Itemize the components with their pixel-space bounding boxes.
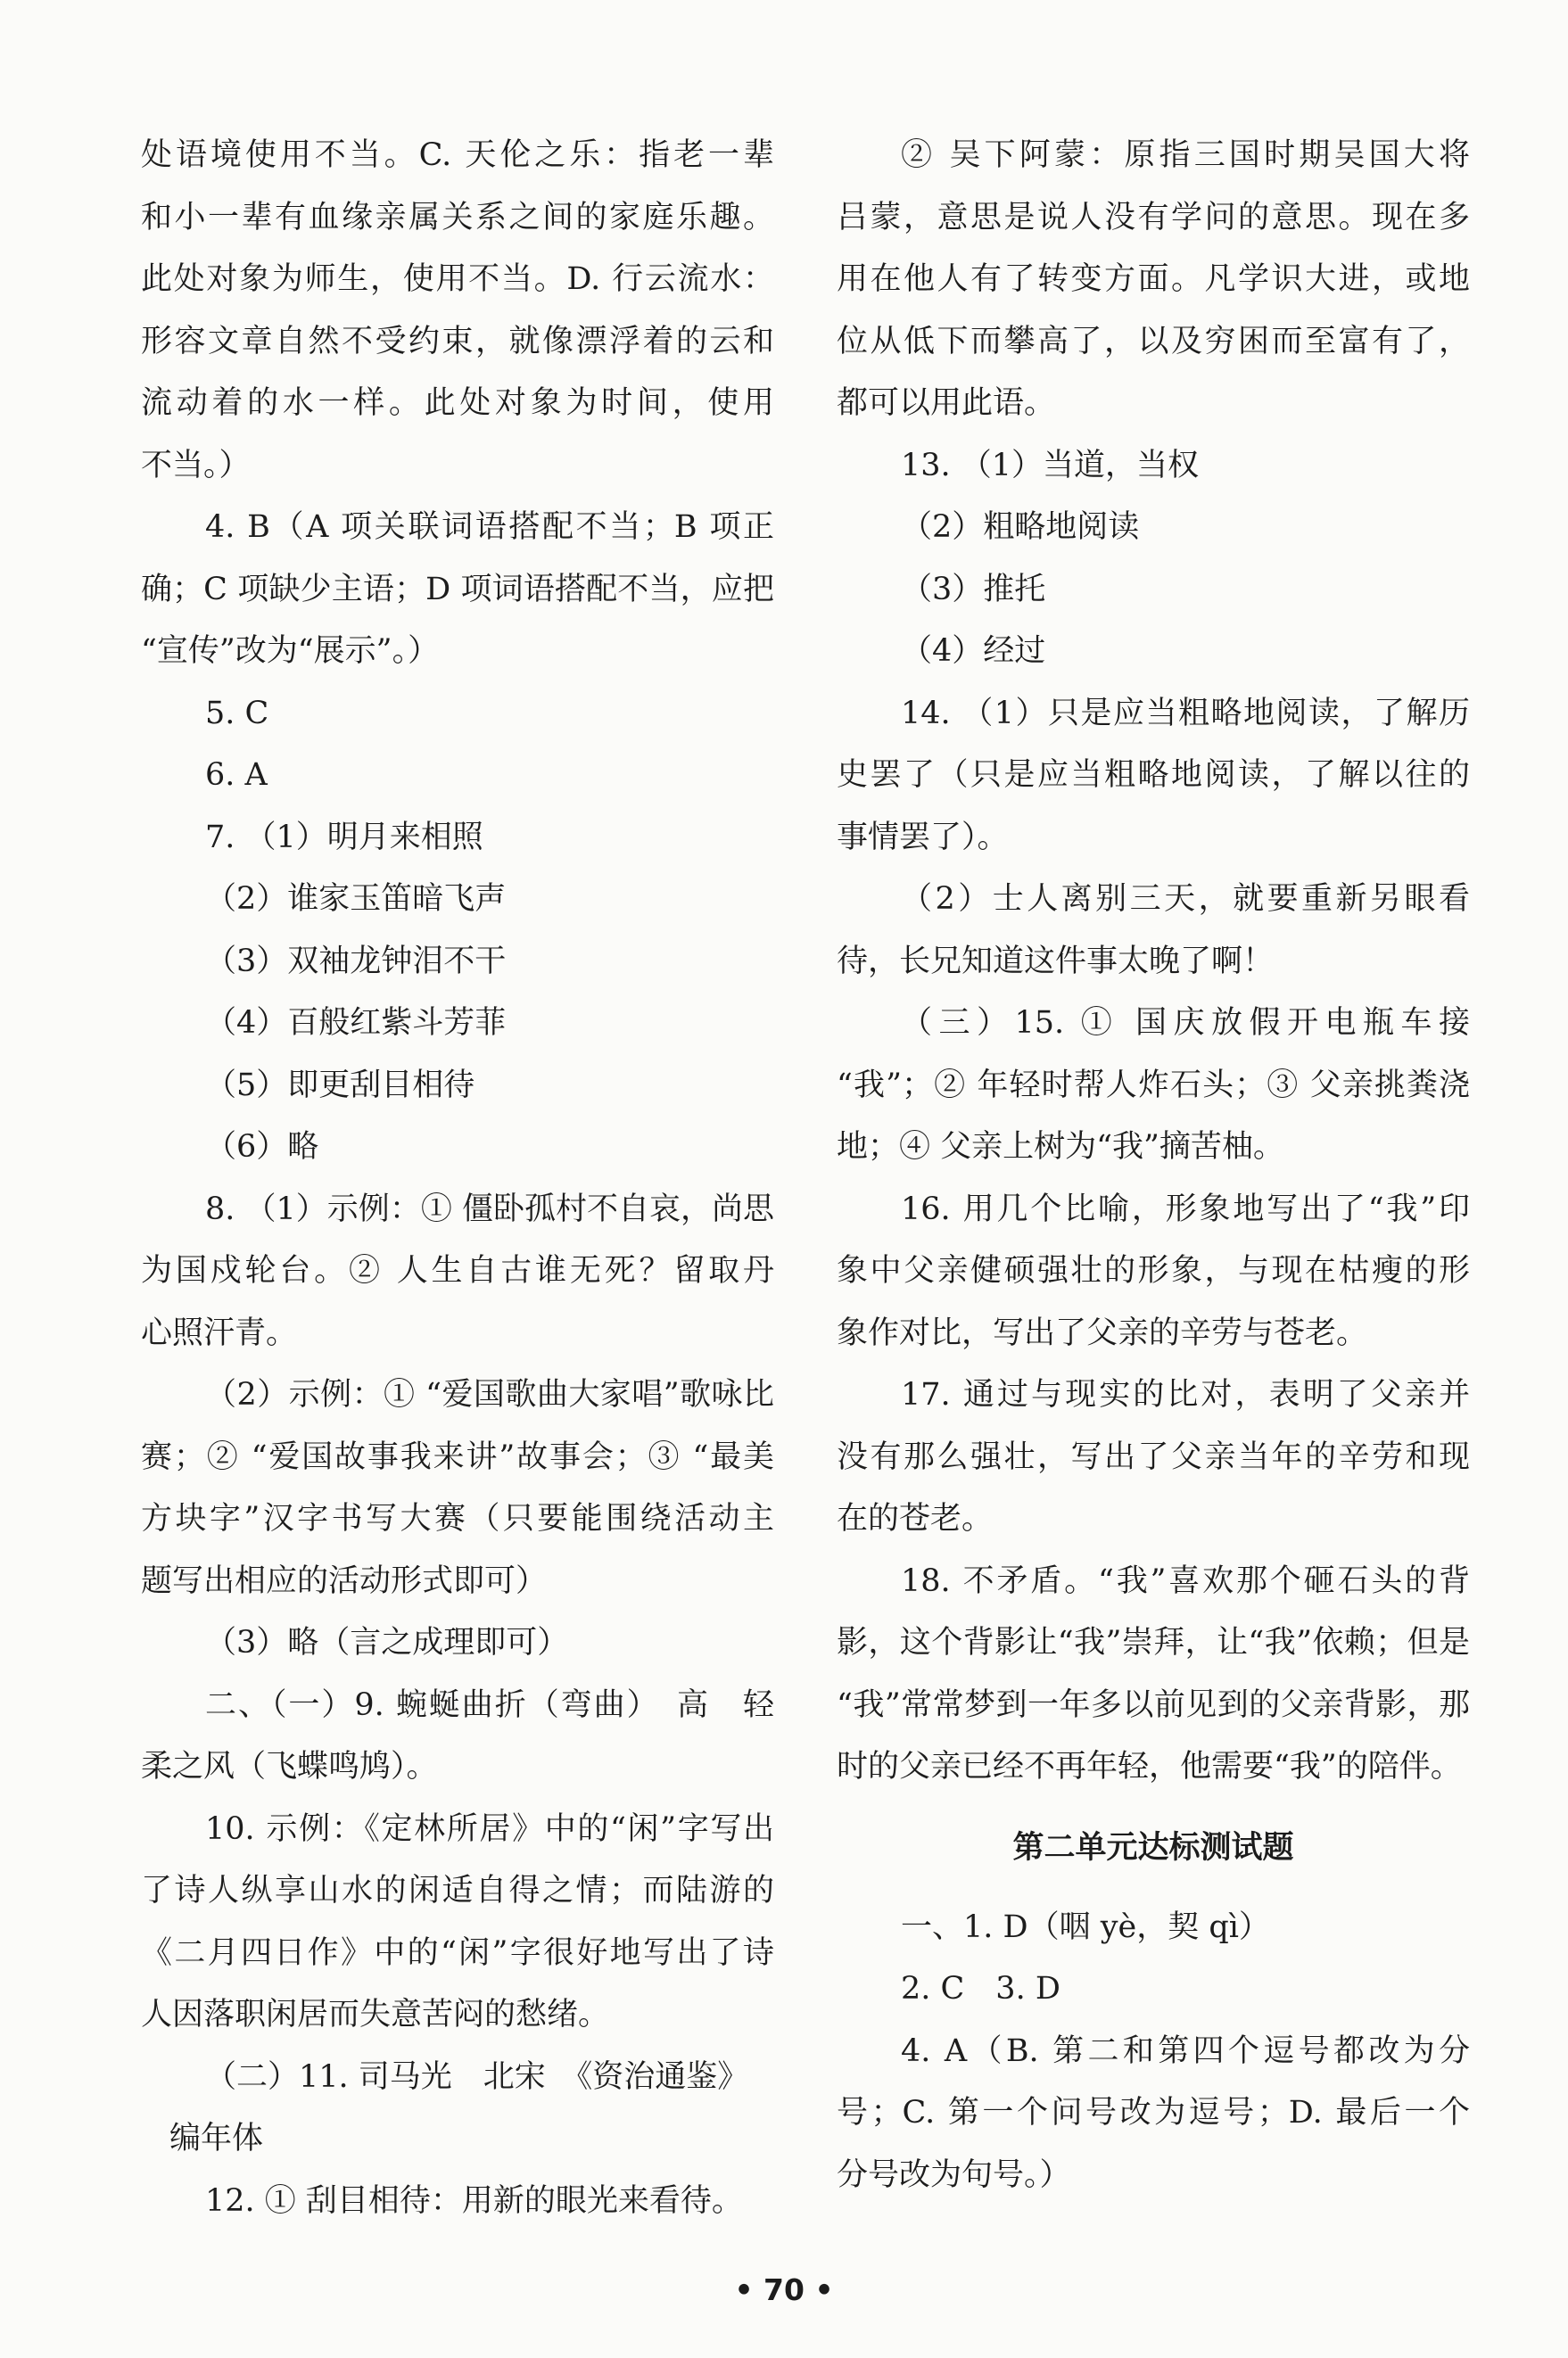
- text-line: （6）略: [205, 1129, 319, 1165]
- text-line: “宣传”改为“展示”。）: [141, 633, 440, 669]
- text-line: 分号改为句号。）: [837, 2156, 1071, 2193]
- text-line: 题写出相应的活动形式即可）: [141, 1562, 548, 1599]
- text-line: 史罢了（只是应当粗略地阅读，了解以往的: [837, 757, 1470, 793]
- text-line: （三）15. ① 国庆放假开电瓶车接: [901, 1005, 1470, 1041]
- text-line: 7. （1）明月来相照: [205, 819, 483, 855]
- text-line: （4）百般红紫斗芳菲: [205, 1005, 507, 1041]
- text-line: 二、（一）9. 蜿蜒曲折（弯曲） 高 轻: [205, 1686, 774, 1723]
- text-line: 2. C 3. D: [901, 1971, 1060, 2007]
- text-line: （3）双袖龙钟泪不干: [205, 943, 507, 979]
- text-line: 不当。）: [141, 447, 251, 483]
- text-line: 位从低下而攀高了，以及穷困而至富有了，: [837, 323, 1470, 359]
- text-line: 心照汗青。: [141, 1315, 298, 1351]
- text-line: 人因落职闲居而失意苦闷的愁绪。: [141, 1997, 610, 2032]
- text-line: 《二月四日作》中的“闲”字很好地写出了诗: [141, 1934, 774, 1971]
- text-line: 为国戍轮台。② 人生自古谁无死？留取丹: [141, 1253, 774, 1289]
- text-line: 没有那么强壮，写出了父亲当年的辛劳和现: [837, 1439, 1470, 1475]
- text-line: （2）示例：① “爱国歌曲大家唱”歌咏比: [205, 1377, 774, 1413]
- text-line: 18. 不矛盾。“我”喜欢那个砸石头的背: [901, 1562, 1470, 1599]
- text-line: 处语境使用不当。C. 天伦之乐：指老一辈: [141, 137, 774, 173]
- text-line: （二）11. 司马光 北宋 《资治通鉴》: [205, 2058, 749, 2095]
- text-line: 号；C. 第一个问号改为逗号；D. 最后一个: [837, 2095, 1470, 2131]
- text-line: “我”常常梦到一年多以前见到的父亲背影，那: [837, 1686, 1470, 1723]
- text-line: 事情罢了）。: [837, 819, 1009, 855]
- text-line: 16. 用几个比喻，形象地写出了“我”印: [901, 1191, 1470, 1227]
- text-line: 了诗人纵享山水的闲适自得之情；而陆游的: [141, 1873, 774, 1909]
- text-line: 4. B（A 项关联词语搭配不当；B 项正: [205, 509, 774, 545]
- text-line: 都可以用此语。: [837, 385, 1056, 421]
- text-line: （3）推托: [901, 571, 1046, 607]
- text-line: 象中父亲健硕强壮的形象，与现在枯瘦的形: [837, 1253, 1470, 1289]
- text-line: 地；④ 父亲上树为“我”摘苦柚。: [837, 1129, 1284, 1165]
- text-line: 在的苍老。: [837, 1501, 994, 1537]
- text-line: 待，长兄知道这件事太晚了啊！: [837, 943, 1275, 979]
- text-line: （5）即更刮目相待: [205, 1067, 475, 1103]
- text-line: 5. C: [205, 695, 269, 731]
- text-line: 12. ① 刮目相待：用新的眼光来看待。: [205, 2182, 743, 2219]
- right-column-answers: [837, 125, 1470, 1799]
- text-line: 吕蒙，意思是说人没有学问的意思。现在多: [837, 199, 1470, 235]
- text-line: 4. A（B. 第二和第四个逗号都改为分: [901, 2032, 1470, 2069]
- text-line: 编年体: [169, 2121, 264, 2156]
- text-line: （3）略（言之成理即可）: [205, 1625, 569, 1661]
- text-line: 13. （1）当道，当权: [901, 447, 1200, 483]
- section-heading: 第二单元达标测试题: [1012, 1829, 1294, 1866]
- text-line: 和小一辈有血缘亲属关系之间的家庭乐趣。: [141, 199, 774, 235]
- text-line: 象作对比，写出了父亲的辛劳与苍老。: [837, 1315, 1368, 1351]
- left-column: [141, 125, 774, 2232]
- text-line: 10. 示例：《定林所居》中的“闲”字写出: [205, 1810, 774, 1847]
- right-column: [837, 125, 1470, 2206]
- text-line: （4）经过: [901, 633, 1046, 669]
- right-column-unit-two-answers: [837, 1897, 1470, 2207]
- text-line: 用在他人有了转变方面。凡学识大进，或地: [837, 261, 1470, 297]
- text-line: 确；C 项缺少主语；D 项词语搭配不当，应把: [141, 571, 774, 607]
- text-line: （2）粗略地阅读: [901, 509, 1140, 545]
- text-line: 赛；② “爱国故事我来讲”故事会；③ “最美: [141, 1439, 774, 1475]
- page-number: • 70 •: [734, 2272, 834, 2307]
- text-line: （2）士人离别三天，就要重新另眼看: [901, 881, 1470, 917]
- text-line: （2）谁家玉笛暗飞声: [205, 881, 507, 917]
- text-line: 方块字”汉字书写大赛（只要能围绕活动主: [141, 1501, 774, 1537]
- text-line: 一、1. D（咽 yè，契 qì）: [901, 1909, 1270, 1945]
- text-line: “我”；② 年轻时帮人炸石头；③ 父亲挑粪浇: [837, 1067, 1470, 1103]
- text-line: 此处对象为师生，使用不当。D. 行云流水：: [141, 261, 774, 297]
- text-line: 柔之风（飞蝶鸣鸠）。: [141, 1749, 438, 1785]
- text-line: 6. A: [205, 757, 268, 793]
- text-line: 8. （1）示例：① 僵卧孤村不自哀，尚思: [205, 1191, 774, 1227]
- text-line: 17. 通过与现实的比对，表明了父亲并: [901, 1377, 1470, 1413]
- text-line: 影，这个背影让“我”崇拜，让“我”依赖；但是: [837, 1625, 1470, 1661]
- text-line: 流动着的水一样。此处对象为时间，使用: [141, 385, 774, 421]
- text-line: 形容文章自然不受约束，就像漂浮着的云和: [141, 323, 774, 359]
- text-line: 14. （1）只是应当粗略地阅读，了解历: [901, 695, 1470, 731]
- text-line: ② 吴下阿蒙：原指三国时期吴国大将: [901, 137, 1470, 173]
- text-line: 时的父亲已经不再年轻，他需要“我”的陪伴。: [837, 1749, 1462, 1785]
